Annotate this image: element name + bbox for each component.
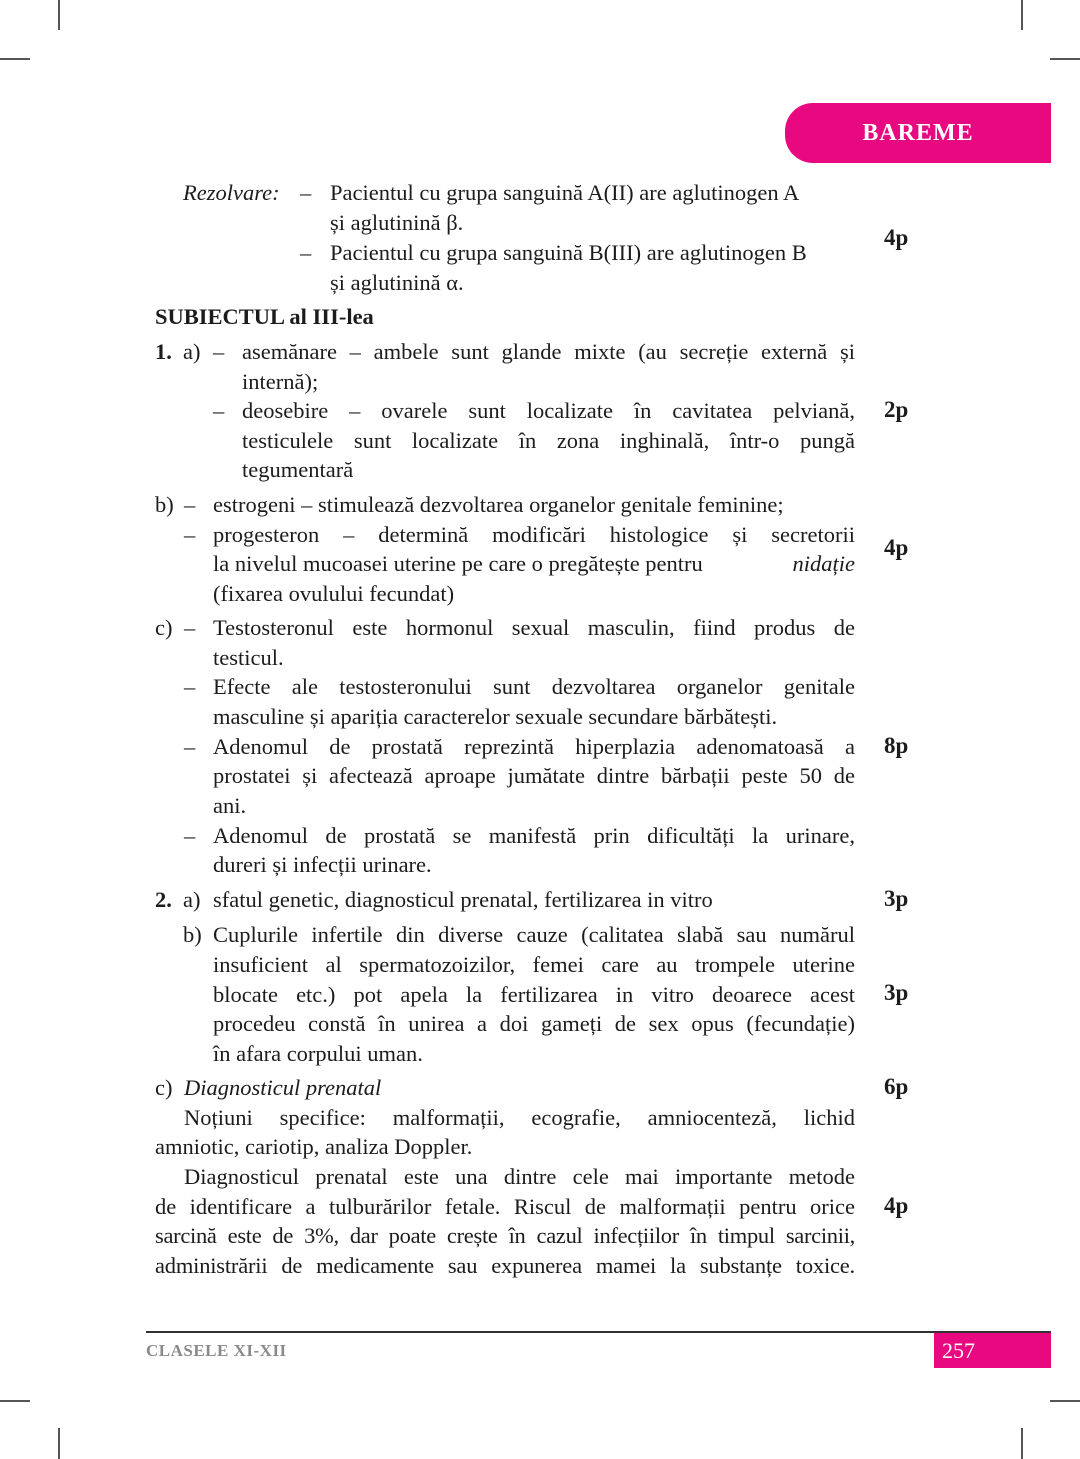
subquestion-label: c) bbox=[155, 615, 173, 640]
points-badge: 3p bbox=[884, 886, 909, 911]
answer-line: prostatei și afectează aproape jumătate dintre bărbații peste 50 de bbox=[213, 763, 855, 788]
crop-mark bbox=[1050, 1400, 1080, 1402]
answer-line: deosebire – ovarele sunt localizate în cavitatea pelviană, bbox=[242, 398, 855, 423]
rezolvare-line: și aglutinină β. bbox=[330, 210, 464, 235]
crop-mark bbox=[58, 1428, 60, 1459]
points-badge: 2p bbox=[884, 397, 909, 422]
crop-mark bbox=[0, 58, 30, 60]
dash: – bbox=[184, 823, 196, 848]
points-badge: 4p bbox=[884, 1193, 909, 1218]
subquestion-label: a) bbox=[183, 887, 201, 912]
answer-line: (fixarea ovulului fecundat) bbox=[213, 581, 455, 606]
answer-line: blocate etc.) pot apela la fertilizarea in vitro deoarece acest bbox=[213, 982, 855, 1007]
answer-line: tegumentară bbox=[242, 457, 354, 482]
answer-line: insuficient al spermatozoizilor, femei care au trompele uterine bbox=[213, 952, 855, 977]
answer-line: internă); bbox=[242, 369, 319, 394]
answer-line: dureri și infecții urinare. bbox=[213, 852, 432, 877]
answer-line: Cuplurile infertile din diverse cauze (calitatea slabă sau numărul bbox=[213, 922, 855, 947]
points-badge: 6p bbox=[884, 1074, 909, 1099]
answer-line: Testosteronul este hormonul sexual masculin, fiind produs de bbox=[213, 615, 855, 640]
italic-term: nidație bbox=[792, 551, 855, 576]
rezolvare-line: și aglutinină α. bbox=[330, 270, 464, 295]
crop-mark bbox=[0, 1400, 30, 1402]
dash: – bbox=[300, 240, 312, 265]
page-number: 257 bbox=[934, 1333, 1051, 1368]
question-number: 2. bbox=[155, 887, 172, 912]
dash: – bbox=[184, 522, 196, 547]
answer-line: asemănare – ambele sunt glande mixte (au secreție externă și bbox=[242, 339, 855, 364]
answer-line: Efecte ale testosteronului sunt dezvoltarea organelor genitale bbox=[213, 674, 855, 699]
dash: – bbox=[184, 615, 196, 640]
answer-line: progesteron – determină modificări histologice și secretorii bbox=[213, 522, 855, 547]
answer-line: Adenomul de prostată reprezintă hiperplazia adenomatoasă a bbox=[213, 734, 855, 759]
answer-line: procedeu constă în unirea a doi gameți de sex opus (fecundație) bbox=[213, 1011, 855, 1036]
answer-line: Diagnosticul prenatal este una dintre cele mai importante metode bbox=[184, 1164, 855, 1189]
dash: – bbox=[184, 492, 196, 517]
answer-line: administrării de medicamente sau expunerea mamei la substanțe toxice. bbox=[155, 1253, 855, 1278]
answer-line: ani. bbox=[213, 793, 247, 818]
points-badge: 8p bbox=[884, 733, 909, 758]
rezolvare-line: Pacientul cu grupa sanguină B(III) are aglutinogen B bbox=[330, 240, 807, 265]
answer-line: masculine și apariția caracterelor sexuale secundare bărbătești. bbox=[213, 704, 778, 729]
answer-line: Noțiuni specifice: malformații, ecografie, amniocenteză, lichid bbox=[184, 1105, 855, 1130]
subquestion-label: b) bbox=[155, 492, 174, 517]
dash: – bbox=[184, 734, 196, 759]
dash: – bbox=[184, 674, 196, 699]
footer-series: CLASELE XI-XII bbox=[146, 1341, 287, 1360]
answer-line: testiculele sunt localizate în zona inghinală, într-o pungă bbox=[242, 428, 855, 453]
dash: – bbox=[213, 339, 225, 364]
rezolvare-label: Rezolvare: bbox=[183, 180, 280, 205]
points-badge: 3p bbox=[884, 980, 909, 1005]
rezolvare-line: Pacientul cu grupa sanguină A(II) are aglutinogen A bbox=[330, 180, 800, 205]
answer-line: de identificare a tulburărilor fetale. Riscul de malformații pentru orice bbox=[155, 1194, 855, 1219]
subquestion-label: a) bbox=[183, 339, 201, 364]
answer-text: la nivelul mucoasei uterine pe care o pregătește pentru bbox=[213, 551, 703, 576]
answer-line bbox=[213, 549, 855, 579]
question-number: 1. bbox=[155, 339, 172, 364]
answer-line: testicul. bbox=[213, 645, 284, 670]
subject-title: SUBIECTUL al III-lea bbox=[155, 304, 374, 329]
points-badge: 4p bbox=[884, 535, 909, 560]
crop-mark bbox=[1021, 1428, 1023, 1459]
subquestion-label: c) bbox=[155, 1075, 173, 1100]
answer-line: amniotic, cariotip, analiza Doppler. bbox=[155, 1134, 473, 1159]
crop-mark bbox=[1050, 58, 1080, 60]
dash: – bbox=[213, 398, 225, 423]
section-tab: BAREME bbox=[785, 103, 1051, 163]
dash: – bbox=[300, 180, 312, 205]
points-badge: 4p bbox=[884, 225, 909, 250]
answer-line: în afara corpului uman. bbox=[213, 1041, 423, 1066]
answer-line: estrogeni – stimulează dezvoltarea organelor genitale feminine; bbox=[213, 492, 784, 517]
answer-line: Adenomul de prostată se manifestă prin dificultăți la urinare, bbox=[213, 823, 855, 848]
answer-line: sfatul genetic, diagnosticul prenatal, fertilizarea in vitro bbox=[213, 887, 713, 912]
crop-mark bbox=[1021, 0, 1023, 30]
footer-divider bbox=[146, 1331, 1051, 1333]
subquestion-label: b) bbox=[183, 922, 202, 947]
crop-mark bbox=[58, 0, 60, 30]
subquestion-title: Diagnosticul prenatal bbox=[184, 1075, 382, 1100]
answer-line: sarcină este de 3%, dar poate crește în cazul infecțiilor în timpul sarcinii, bbox=[155, 1223, 855, 1248]
